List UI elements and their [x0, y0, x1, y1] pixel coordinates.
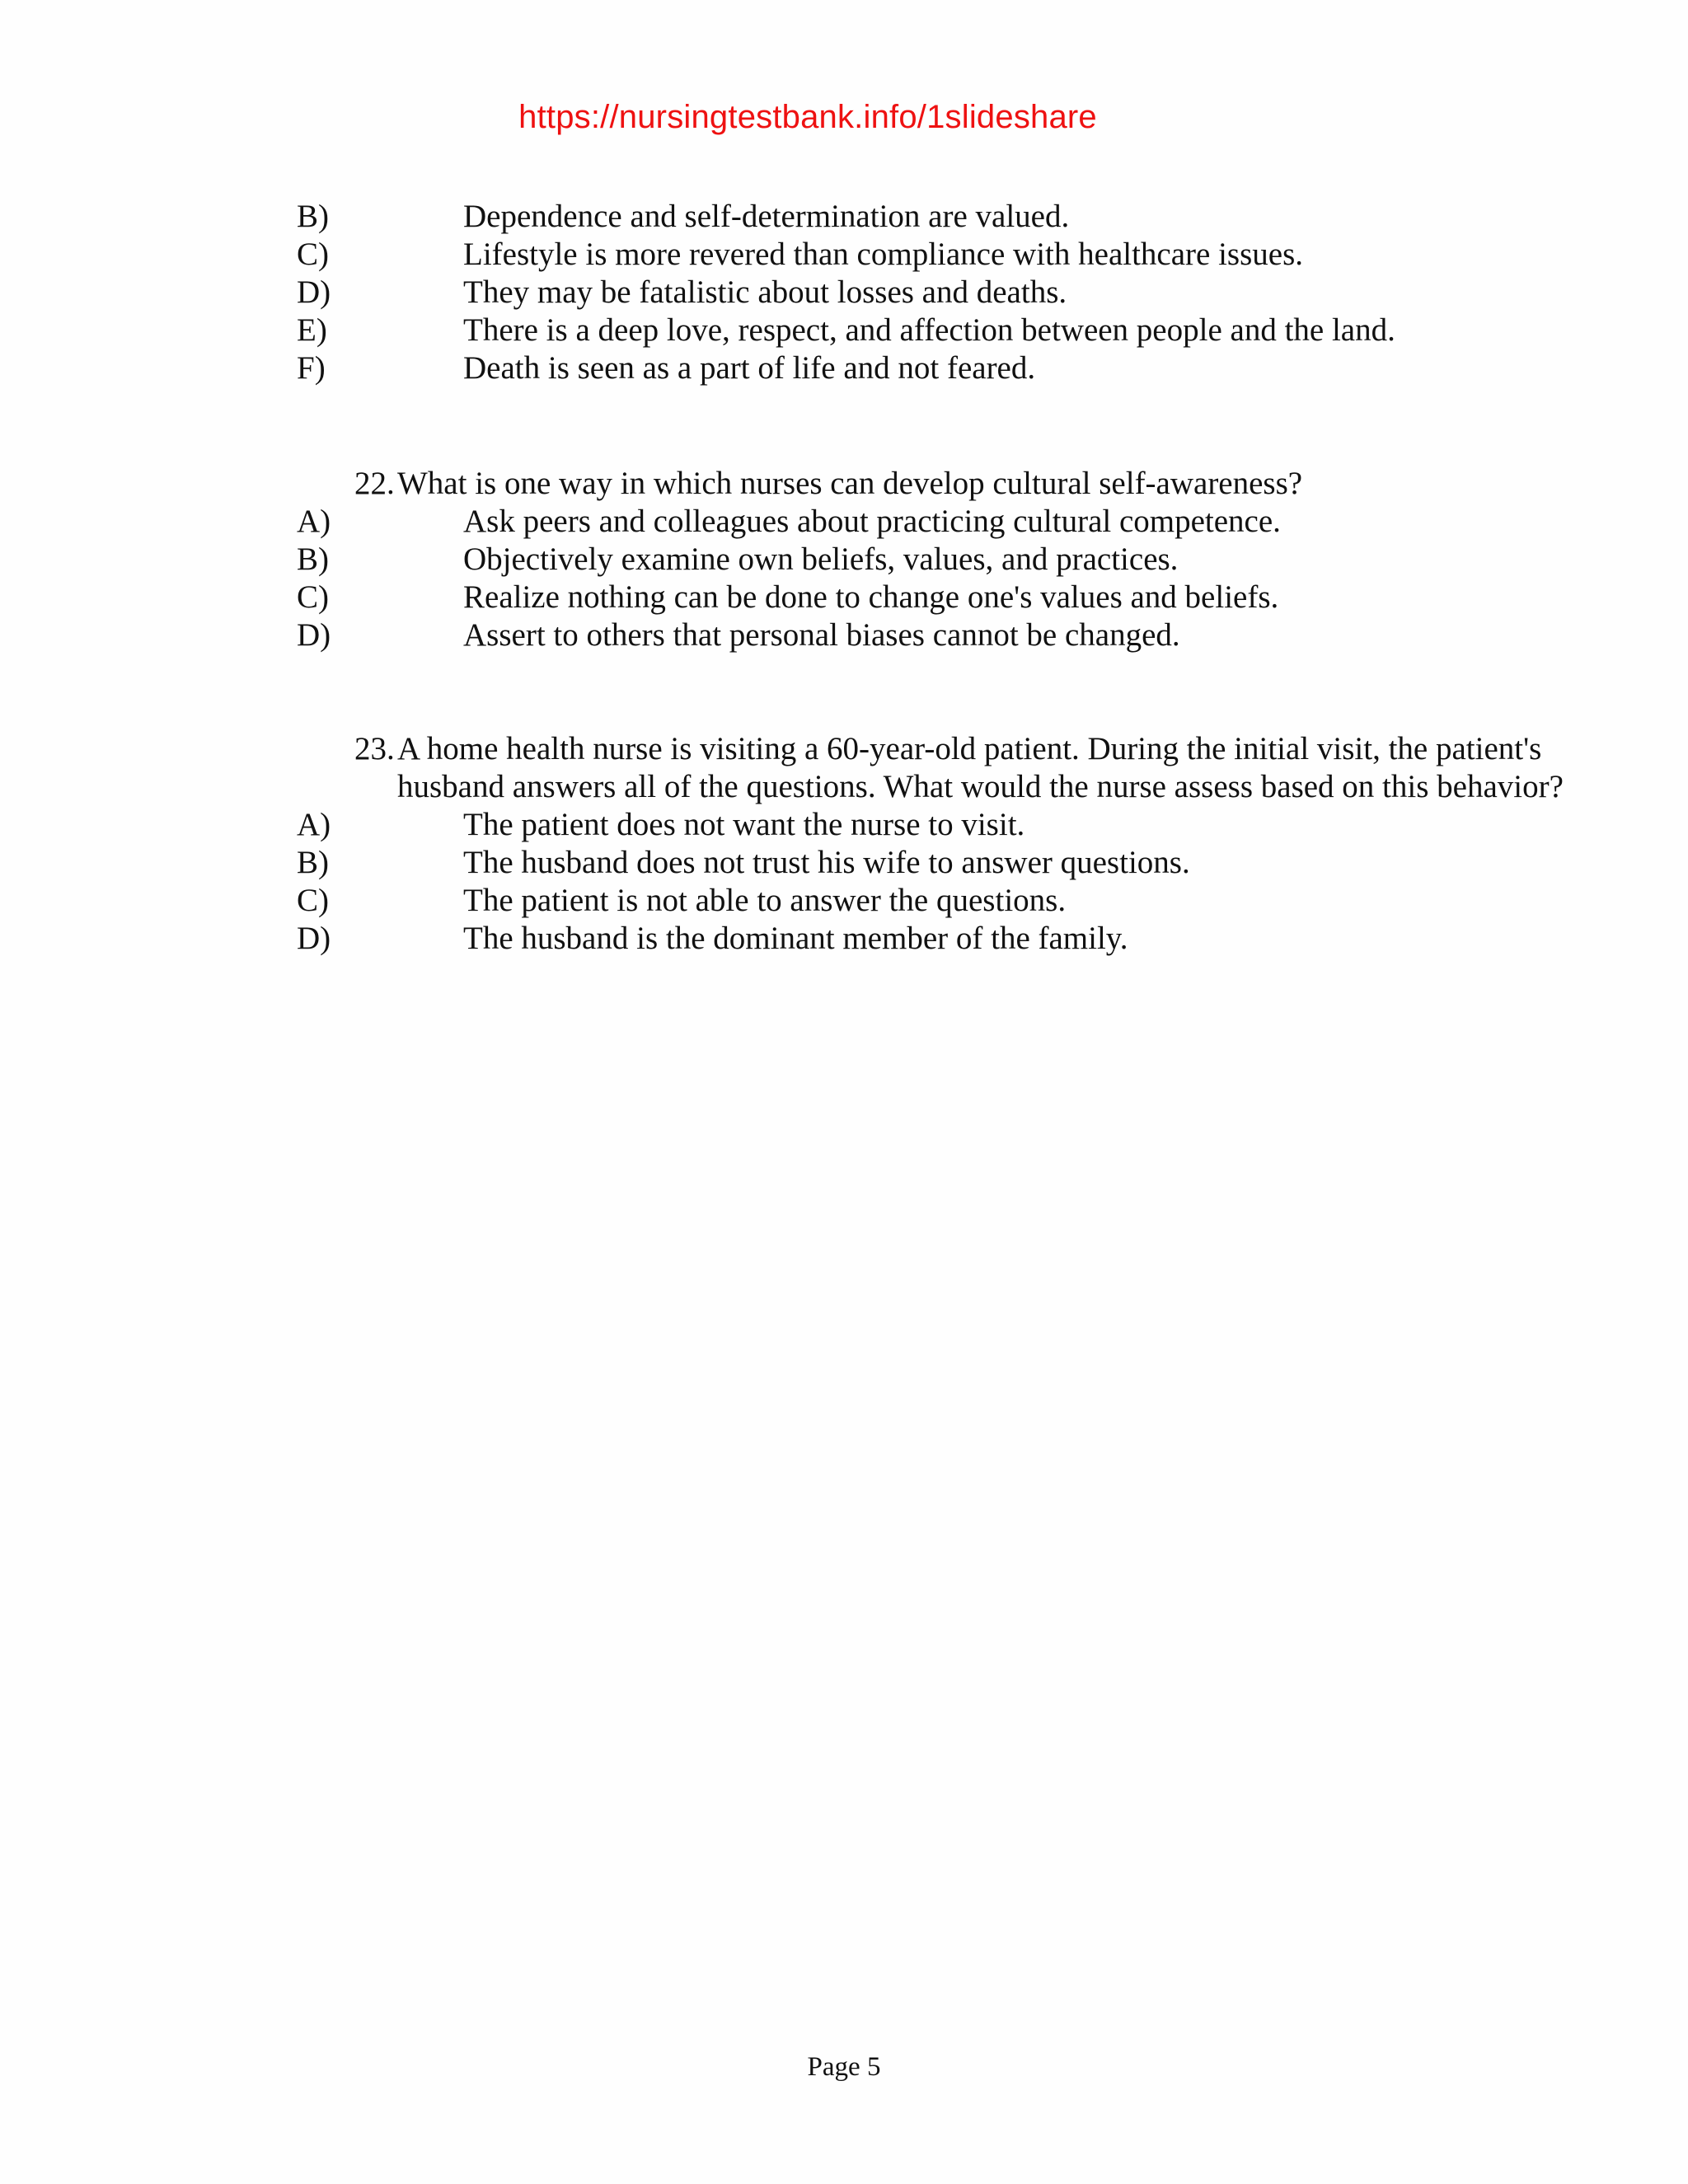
answer-option[interactable] [297, 236, 1582, 274]
answer-option[interactable] [297, 541, 1582, 579]
option-text: The husband is the dominant member of the family. [463, 921, 1128, 956]
answer-option[interactable] [297, 920, 1582, 958]
question-23 [297, 730, 1582, 958]
question-text: A home health nurse is visiting a 60-year-old patient. During the initial visit, the patient's husband answers all of the questions. What would the nurse assess based on this behavior? [397, 731, 1564, 804]
option-text: There is a deep love, respect, and affection between people and the land. [463, 312, 1395, 348]
option-letter: D) [297, 921, 331, 956]
option-text: The patient is not able to answer the questions. [463, 883, 1067, 918]
option-letter: B) [297, 541, 329, 577]
option-text: The patient does not want the nurse to visit. [463, 807, 1025, 842]
option-text: Death is seen as a part of life and not feared. [463, 350, 1036, 386]
option-text: The husband does not trust his wife to answer questions. [463, 845, 1190, 880]
option-letter: B) [297, 199, 329, 234]
question-22 [297, 465, 1582, 654]
answer-option[interactable] [297, 349, 1582, 387]
answer-option[interactable] [297, 503, 1582, 541]
answer-option[interactable] [297, 806, 1582, 844]
answer-option[interactable] [297, 312, 1582, 349]
option-text: Ask peers and colleagues about practicing cultural competence. [463, 504, 1281, 539]
answer-option[interactable] [297, 198, 1582, 236]
question-text: What is one way in which nurses can develop cultural self-awareness? [397, 466, 1303, 501]
option-letter: B) [297, 845, 329, 880]
option-text: Realize nothing can be done to change one's values and beliefs. [463, 579, 1279, 615]
answer-option[interactable] [297, 274, 1582, 312]
option-text: Lifestyle is more revered than compliance with healthcare issues. [463, 237, 1304, 272]
answer-option[interactable] [297, 579, 1582, 616]
option-letter: C) [297, 579, 329, 615]
option-letter: E) [297, 312, 327, 348]
option-letter: A) [297, 807, 331, 842]
answer-option[interactable] [297, 844, 1582, 882]
option-letter: F) [297, 350, 326, 386]
question-number: 22. [354, 466, 395, 501]
option-letter: C) [297, 883, 329, 918]
question-21-options [297, 198, 1582, 387]
option-letter: D) [297, 274, 331, 310]
question-number: 23. [354, 731, 395, 766]
option-text: Dependence and self-determination are valued. [463, 199, 1070, 234]
source-url-link[interactable]: https://nursingtestbank.info/1slideshare [518, 99, 1097, 135]
option-letter: D) [297, 617, 331, 653]
answer-option[interactable] [297, 616, 1582, 654]
option-letter: C) [297, 237, 329, 272]
page-number: Page 5 [807, 2052, 881, 2082]
answer-option[interactable] [297, 882, 1582, 920]
option-text: Assert to others that personal biases cannot be changed. [463, 617, 1180, 653]
question-stem [297, 465, 1582, 503]
question-stem [297, 730, 1582, 806]
option-text: Objectively examine own beliefs, values, and practices. [463, 541, 1179, 577]
option-letter: A) [297, 504, 331, 539]
option-text: They may be fatalistic about losses and deaths. [463, 274, 1067, 310]
